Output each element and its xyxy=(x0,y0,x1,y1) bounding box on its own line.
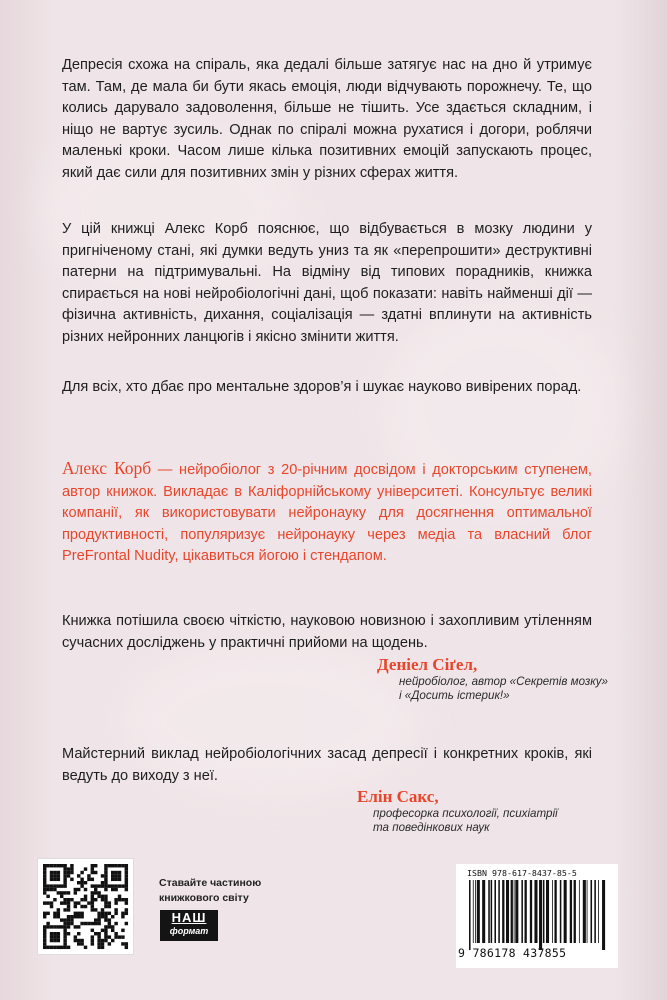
reviewer-description: професорка психології, психіатрії xyxy=(373,807,558,820)
publisher-promo xyxy=(159,876,261,906)
reviewer-name: Елін Сакс, xyxy=(357,787,439,806)
author-bio xyxy=(62,458,592,568)
author-bio-text: — нейробіолог з 20-річним досвідом і докторським ступенем, автор книжок. Викладає в Каліфорнійському університеті. Консультує великі компанії, як використовувати нейронауку для досягнення оптимальної продуктивності, популяризує нейронауку через медіа та власний блог PreFrontal Nudity, цікавиться йогою і стендапом. xyxy=(62,462,592,565)
review-signature-1 xyxy=(377,655,622,703)
reviewer-description: і «Досить істерик!» xyxy=(399,689,510,702)
isbn-barcode xyxy=(456,864,618,968)
isbn-text: ISBN 978-617-8437-85-5 xyxy=(467,868,577,878)
review-quote-2: Майстерний виклад нейробіологічних засад депресії і конкретних кроків, які ведуть до виходу з неї. xyxy=(62,746,592,784)
review-signature-2 xyxy=(355,787,600,835)
description-paragraph-1: Депресія схожа на спіраль, яка дедалі більше затягує нас на дно й утримує там. Там, де мала би бути якась емоція, люди відчувають порожнечу. Те, що колись дарувало задоволення, більше не тішить. Усе здається складним, і ніщо не вартує зусиль. Однак по спіралі можна рухатися і догори, роблячи маленькі кроки. Часом лише кілька позитивних емоцій запускають процес, який дає сили для позитивних змін у різних сферах життя. xyxy=(62,57,592,181)
promo-line: книжкового світу xyxy=(159,892,249,904)
review-quote-1: Книжка потішила своєю чіткістю, науковою новизною і захопливим утіленням сучасних досліджень у практичні прийоми на щодень. xyxy=(62,613,592,651)
reviewer-description: та поведінкових наук xyxy=(373,821,490,834)
description-paragraph-3: Для всіх, хто дбає про ментальне здоров’я і шукає науково вивірених порад. xyxy=(62,379,582,395)
qr-code[interactable] xyxy=(37,858,134,955)
qr-code-icon xyxy=(38,859,133,954)
logo-top-text: НАШ xyxy=(171,910,207,925)
barcode-number: 9 786178 437855 xyxy=(458,946,567,960)
reviewer-name: Деніел Сіґел, xyxy=(377,655,478,674)
promo-line: Ставайте частиною xyxy=(159,877,262,889)
logo-bottom-text: формат xyxy=(169,926,209,936)
reviewer-description: нейробіолог, автор «Секретів мозку» xyxy=(399,675,609,688)
publisher-logo xyxy=(160,910,218,941)
description-paragraph-2: У цій книжці Алекс Корб пояснює, що відбувається в мозку людини у пригніченому стані, які думки ведуть униз та як «перепрошити» деструктивні патерни на підтримувальні. На відміну від типових порадників, книжка спирається на нові нейробіологічні дані, щоб показати: навіть найменші дії — фізична активність, дихання, соціалізація — здатні вплинути на активність різних нейронних ланцюгів і якісно змінити життя. xyxy=(62,221,592,345)
author-name: Алекс Корб xyxy=(62,458,152,478)
